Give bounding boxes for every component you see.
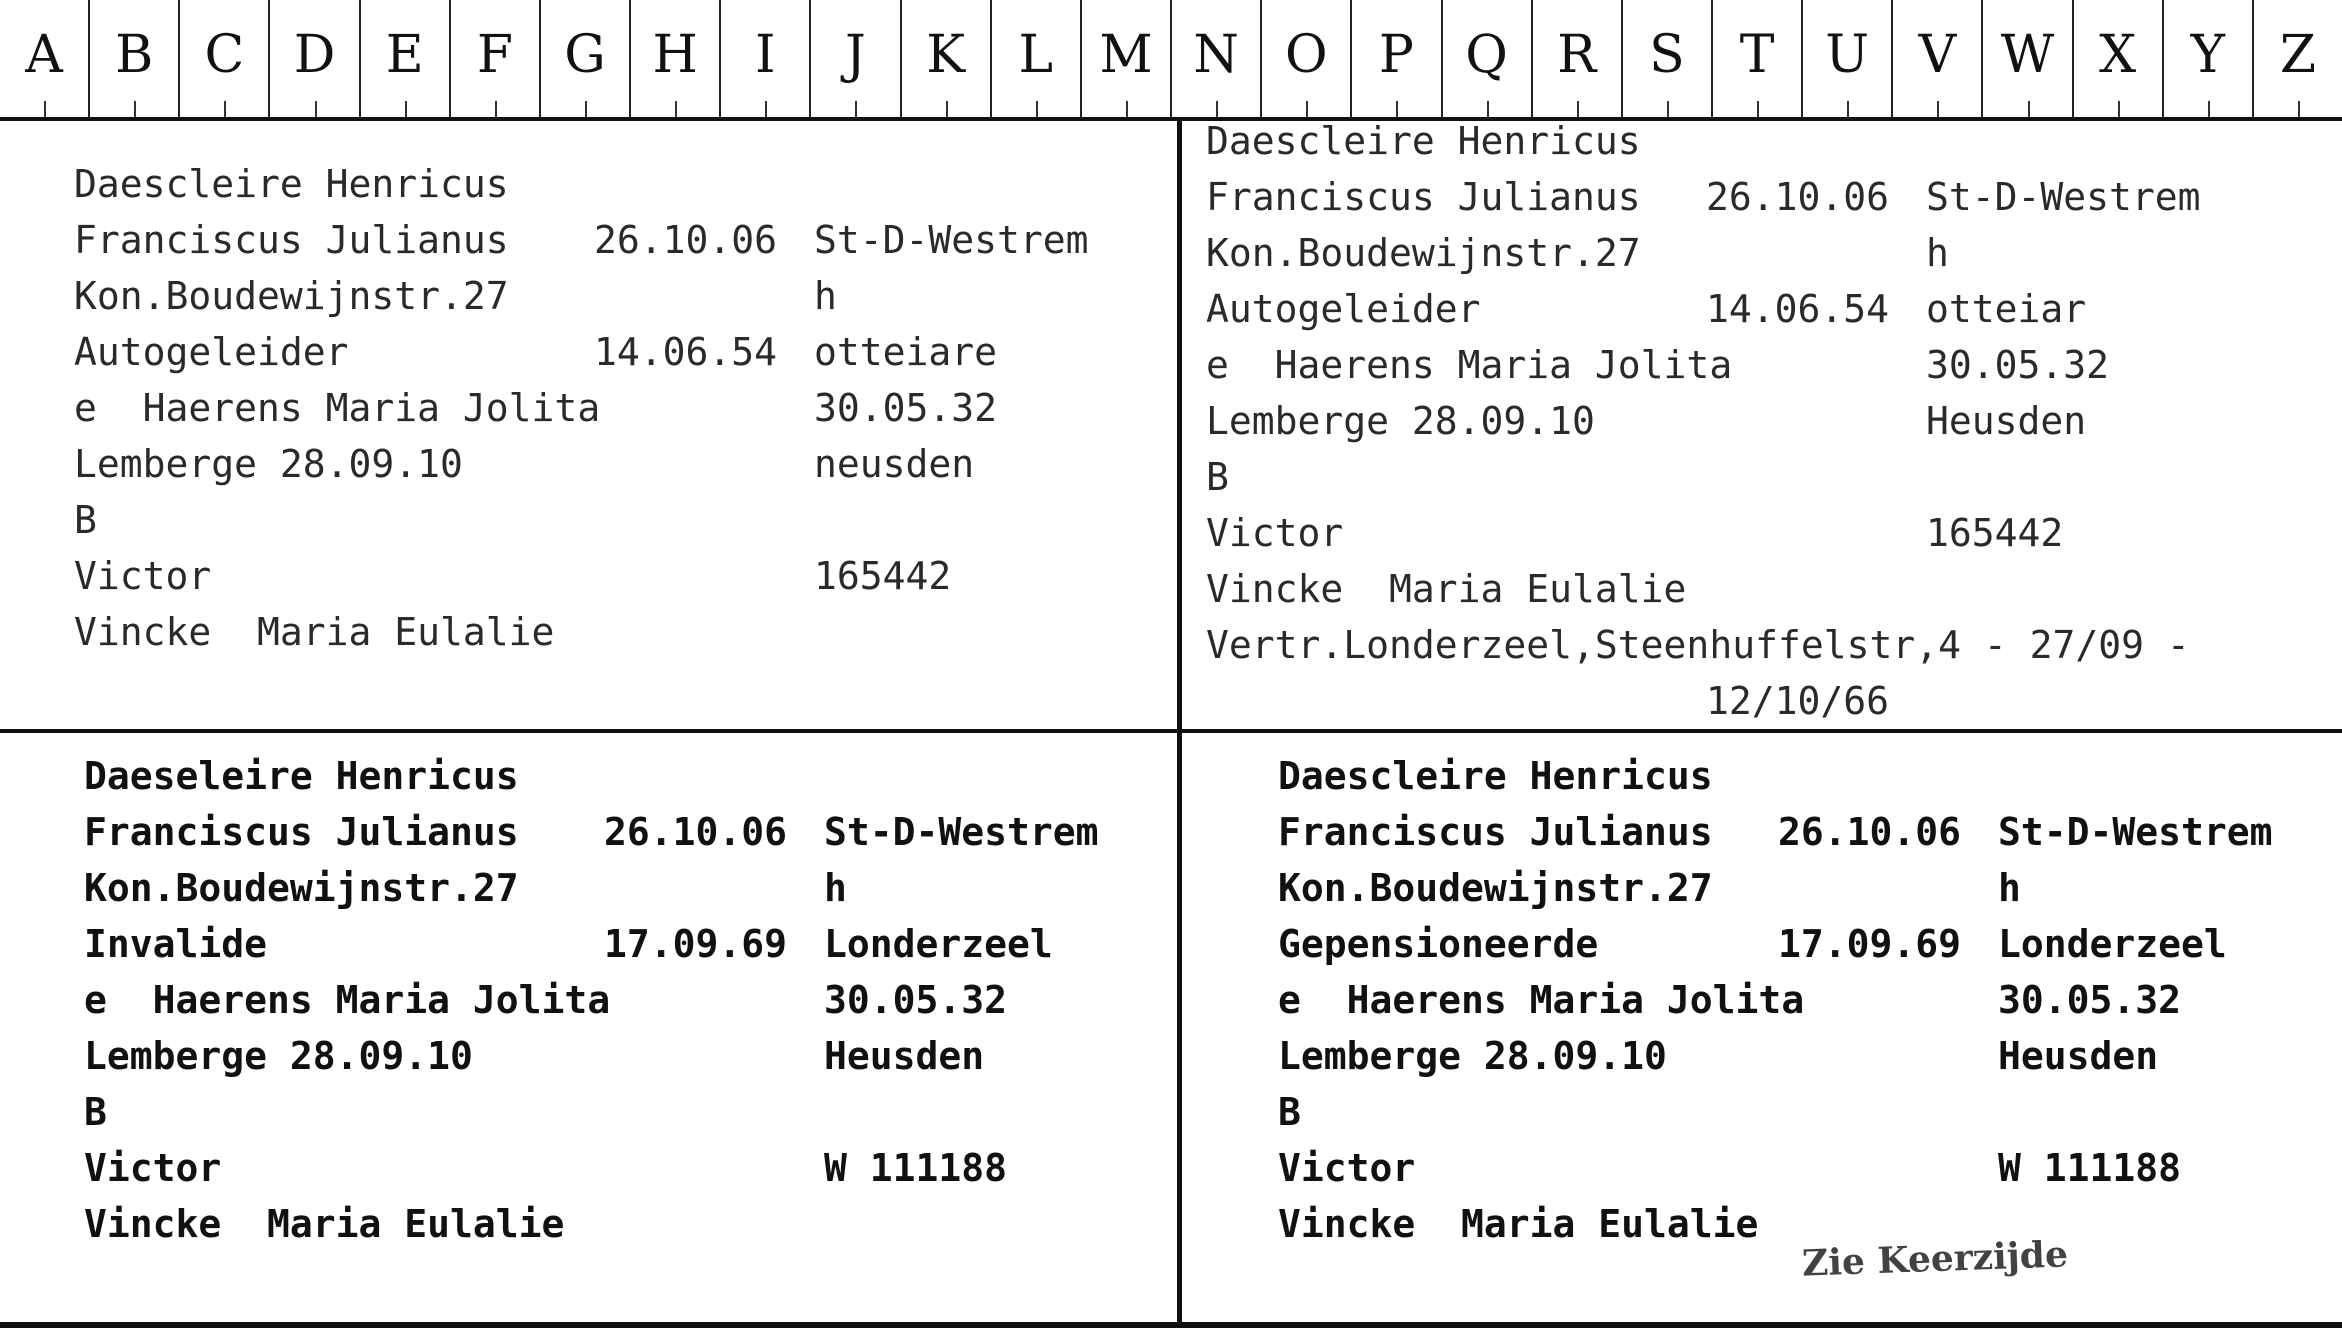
card-field: Vertr.Londerzeel,Steenhuffelstr,4 - 27/09 - bbox=[1206, 623, 2190, 667]
card-field: Vincke Maria Eulalie bbox=[1278, 1202, 1759, 1246]
alphabet-tab-a[interactable]: A bbox=[0, 0, 88, 117]
card-place: Londerzeel bbox=[1998, 922, 2227, 966]
card-field: Kon.Boudewijnstr.27 bbox=[84, 866, 519, 910]
card-field: Lemberge 28.09.10 bbox=[84, 1034, 473, 1078]
alphabet-tab-k[interactable]: K bbox=[900, 0, 990, 117]
card-line bbox=[1206, 617, 2326, 673]
alphabet-tab-e[interactable]: E bbox=[359, 0, 449, 117]
card-field: Franciscus Julianus bbox=[74, 218, 509, 262]
card-place: 30.05.32 bbox=[814, 386, 998, 430]
card-field: Kon.Boudewijnstr.27 bbox=[1206, 231, 1641, 275]
card-record bbox=[1206, 121, 2326, 729]
card-field: B bbox=[1206, 455, 1229, 499]
card-place: St-D-Westrem bbox=[824, 810, 1099, 854]
alphabet-tab-g[interactable]: G bbox=[539, 0, 629, 117]
card-line bbox=[1206, 393, 2326, 449]
card-field: Autogeleider bbox=[74, 330, 349, 374]
card-field: Lemberge 28.09.10 bbox=[74, 442, 463, 486]
card-line bbox=[74, 156, 1164, 212]
card-place: Heusden bbox=[1998, 1034, 2159, 1078]
card-field: e Haerens Maria Jolita bbox=[74, 386, 601, 430]
card-line bbox=[1206, 281, 2326, 337]
card-place: 30.05.32 bbox=[1926, 343, 2110, 387]
card-field: Vincke Maria Eulalie bbox=[1206, 567, 1687, 611]
card-line bbox=[74, 492, 1164, 548]
card-place: otteiar bbox=[1926, 287, 2087, 331]
card-line bbox=[84, 1196, 1164, 1252]
card-place: W 111188 bbox=[824, 1146, 1008, 1190]
card-line bbox=[1206, 561, 2326, 617]
card-field: e Haerens Maria Jolita bbox=[1278, 978, 1805, 1022]
card-line bbox=[74, 548, 1164, 604]
card-field: e Haerens Maria Jolita bbox=[84, 978, 611, 1022]
card-date: 26.10.06 bbox=[1778, 810, 1962, 854]
card-date: 26.10.06 bbox=[1706, 175, 1890, 219]
card-field: Franciscus Julianus bbox=[1206, 175, 1641, 219]
card-line bbox=[84, 1028, 1164, 1084]
card-field: B bbox=[1278, 1090, 1301, 1134]
card-line bbox=[1278, 972, 2328, 1028]
alphabet-tab-t[interactable]: T bbox=[1711, 0, 1801, 117]
card-line bbox=[1206, 449, 2326, 505]
card-date: 26.10.06 bbox=[594, 218, 778, 262]
card-line bbox=[74, 212, 1164, 268]
card-date: 12/10/66 bbox=[1706, 679, 1890, 723]
card-field: B bbox=[74, 498, 97, 542]
alphabet-tab-o[interactable]: O bbox=[1260, 0, 1350, 117]
index-card-bottom-left bbox=[0, 729, 1177, 1328]
card-line bbox=[1206, 337, 2326, 393]
card-place: Heusden bbox=[824, 1034, 985, 1078]
card-line bbox=[74, 604, 1164, 660]
card-place: W 111188 bbox=[1998, 1146, 2182, 1190]
card-line bbox=[1278, 748, 2328, 804]
alphabet-tab-v[interactable]: V bbox=[1891, 0, 1981, 117]
index-card-top-left bbox=[0, 121, 1177, 729]
alphabet-tab-n[interactable]: N bbox=[1170, 0, 1260, 117]
card-line bbox=[84, 748, 1164, 804]
alphabet-tab-q[interactable]: Q bbox=[1441, 0, 1531, 117]
alphabet-tab-s[interactable]: S bbox=[1621, 0, 1711, 117]
card-field: Victor bbox=[74, 554, 212, 598]
card-field: Gepensioneerde bbox=[1278, 922, 1599, 966]
bottom-rule bbox=[0, 1322, 2342, 1328]
card-place: 165442 bbox=[1926, 511, 2064, 555]
card-field: Autogeleider bbox=[1206, 287, 1481, 331]
card-field: Franciscus Julianus bbox=[84, 810, 519, 854]
card-line bbox=[1278, 1028, 2328, 1084]
card-line bbox=[84, 1140, 1164, 1196]
alphabet-tab-c[interactable]: C bbox=[178, 0, 268, 117]
card-line bbox=[84, 804, 1164, 860]
card-field: Daescleire Henricus bbox=[1206, 121, 1641, 163]
card-line bbox=[84, 972, 1164, 1028]
card-place: h bbox=[814, 274, 837, 318]
card-field: Daescleire Henricus bbox=[74, 162, 509, 206]
card-place: otteiare bbox=[814, 330, 998, 374]
card-place: St-D-Westrem bbox=[1998, 810, 2273, 854]
alphabet-tab-f[interactable]: F bbox=[449, 0, 539, 117]
card-place: 165442 bbox=[814, 554, 952, 598]
alphabet-tab-y[interactable]: Y bbox=[2162, 0, 2252, 117]
card-field: Vincke Maria Eulalie bbox=[84, 1202, 565, 1246]
alphabet-tab-r[interactable]: R bbox=[1531, 0, 1621, 117]
card-field: Daeseleire Henricus bbox=[84, 754, 519, 798]
card-record bbox=[84, 748, 1164, 1252]
card-place: h bbox=[1926, 231, 1949, 275]
alphabet-tab-p[interactable]: P bbox=[1350, 0, 1440, 117]
alphabet-tab-z[interactable]: Z bbox=[2252, 0, 2342, 117]
card-date: 14.06.54 bbox=[594, 330, 778, 374]
card-place: Heusden bbox=[1926, 399, 2087, 443]
card-field: B bbox=[84, 1090, 107, 1134]
card-field: Kon.Boudewijnstr.27 bbox=[1278, 866, 1713, 910]
card-line bbox=[84, 916, 1164, 972]
card-field: Invalide bbox=[84, 922, 268, 966]
card-line bbox=[1206, 121, 2326, 169]
card-field: Victor bbox=[84, 1146, 222, 1190]
alphabet-tab-i[interactable]: I bbox=[719, 0, 809, 117]
alphabet-tab-d[interactable]: D bbox=[268, 0, 358, 117]
card-field: Daescleire Henricus bbox=[1278, 754, 1713, 798]
card-place: 30.05.32 bbox=[824, 978, 1008, 1022]
card-line bbox=[84, 1084, 1164, 1140]
alphabet-tab-l[interactable]: L bbox=[990, 0, 1080, 117]
alphabet-tab-j[interactable]: J bbox=[809, 0, 899, 117]
card-place: 30.05.32 bbox=[1998, 978, 2182, 1022]
index-card-bottom-right bbox=[1177, 729, 2342, 1328]
card-field: Franciscus Julianus bbox=[1278, 810, 1713, 854]
card-date: 26.10.06 bbox=[604, 810, 788, 854]
card-line bbox=[1278, 804, 2328, 860]
card-line bbox=[1206, 169, 2326, 225]
card-date: 14.06.54 bbox=[1706, 287, 1890, 331]
card-place: St-D-Westrem bbox=[814, 218, 1089, 262]
card-line bbox=[1278, 1140, 2328, 1196]
card-field: Lemberge 28.09.10 bbox=[1206, 399, 1595, 443]
card-line bbox=[1206, 225, 2326, 281]
index-card-top-right bbox=[1177, 121, 2342, 729]
alphabet-tab-b[interactable]: B bbox=[88, 0, 178, 117]
card-field: Lemberge 28.09.10 bbox=[1278, 1034, 1667, 1078]
card-record bbox=[74, 156, 1164, 660]
card-line bbox=[1278, 916, 2328, 972]
card-record bbox=[1278, 748, 2328, 1252]
alphabet-tab-m[interactable]: M bbox=[1080, 0, 1170, 117]
card-line bbox=[74, 436, 1164, 492]
card-field: Victor bbox=[1278, 1146, 1416, 1190]
card-line bbox=[1206, 505, 2326, 561]
card-line bbox=[1206, 673, 2326, 729]
card-place: h bbox=[1998, 866, 2021, 910]
card-line bbox=[74, 380, 1164, 436]
alphabet-tab-w[interactable]: W bbox=[1981, 0, 2071, 117]
card-field: Kon.Boudewijnstr.27 bbox=[74, 274, 509, 318]
card-place: St-D-Westrem bbox=[1926, 175, 2201, 219]
reverse-side-stamp: Zie Keerzijde bbox=[1801, 1233, 2069, 1285]
alphabet-tab-h[interactable]: H bbox=[629, 0, 719, 117]
card-field: Vincke Maria Eulalie bbox=[74, 610, 555, 654]
card-field: Victor bbox=[1206, 511, 1344, 555]
alphabet-index-strip bbox=[0, 0, 2342, 121]
card-line bbox=[1278, 860, 2328, 916]
card-line bbox=[74, 268, 1164, 324]
alphabet-tab-x[interactable]: X bbox=[2072, 0, 2162, 117]
card-date: 17.09.69 bbox=[1778, 922, 1962, 966]
alphabet-tab-u[interactable]: U bbox=[1801, 0, 1891, 117]
card-field: e Haerens Maria Jolita bbox=[1206, 343, 1733, 387]
card-line bbox=[74, 324, 1164, 380]
card-place: neusden bbox=[814, 442, 975, 486]
card-line bbox=[1278, 1084, 2328, 1140]
card-line bbox=[84, 860, 1164, 916]
card-date: 17.09.69 bbox=[604, 922, 788, 966]
card-place: h bbox=[824, 866, 847, 910]
card-place: Londerzeel bbox=[824, 922, 1053, 966]
